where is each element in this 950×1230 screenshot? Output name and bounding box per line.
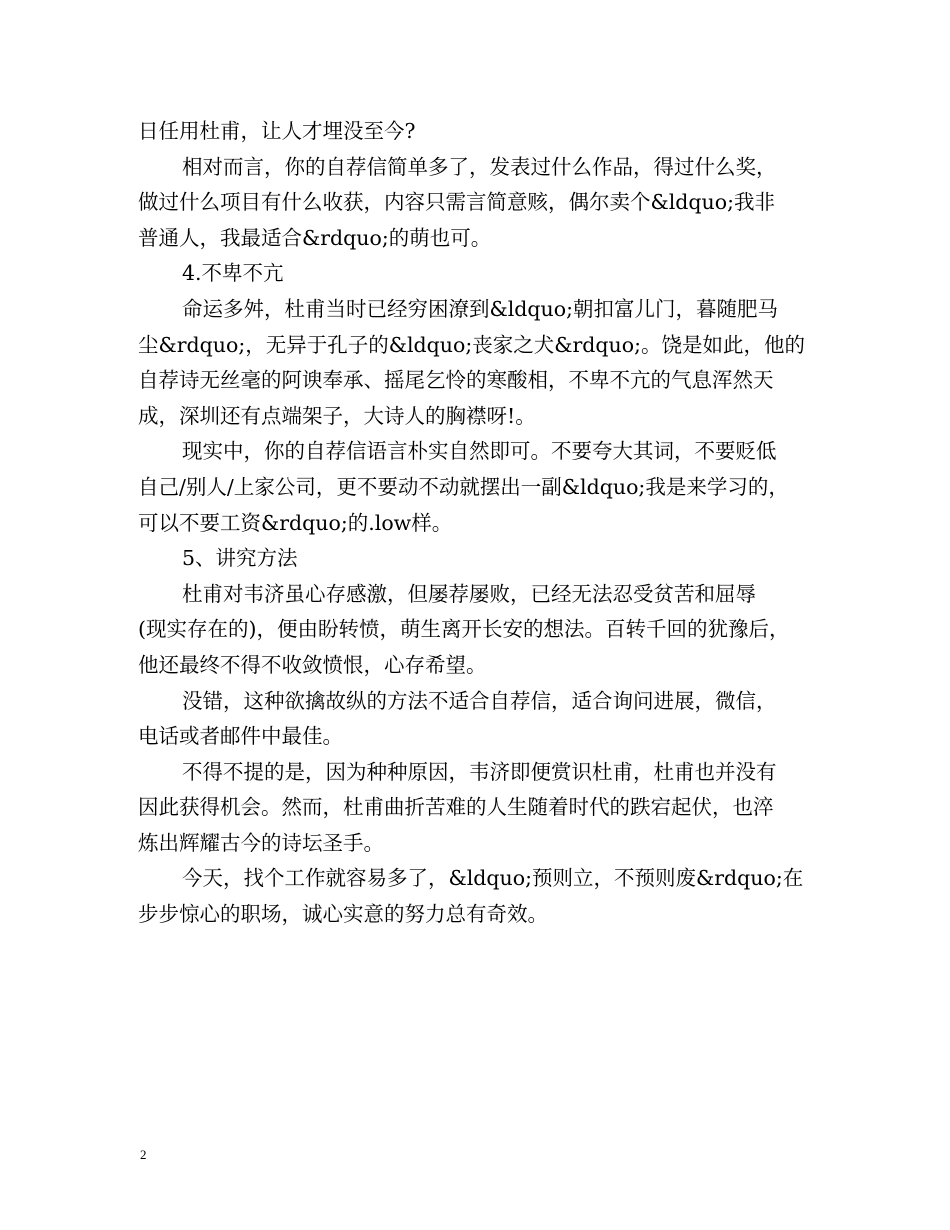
- text-line: 5、讲究方法: [182, 546, 298, 571]
- text-line: 自荐诗无丝毫的阿谀奉承、摇尾乞怜的寒酸相，不卑不亢的气息浑然天: [138, 368, 774, 393]
- paragraph: [138, 577, 818, 684]
- page-number: 2: [140, 1147, 147, 1162]
- text-line: 炼出辉耀古今的诗坛圣手。: [138, 830, 384, 855]
- text-line: (现实存在的)，便由盼转愤，萌生离开长安的想法。百转千回的犹豫后，: [138, 617, 790, 642]
- text-line: 现实中，你的自荐信语言朴实自然即可。不要夸大其词，不要贬低: [182, 439, 777, 464]
- text-line: 电话或者邮件中最佳。: [138, 724, 343, 749]
- text-line: 日任用杜甫，让人才埋没至今?: [138, 119, 416, 143]
- text-line: 做过什么项目有什么收获，内容只需言简意赅，偶尔卖个&ldquo;我非: [138, 190, 775, 215]
- paragraph: [138, 292, 818, 434]
- text-line: 因此获得机会。然而，杜甫曲折苦难的人生随着时代的跌宕起伏，也淬: [138, 795, 774, 820]
- paragraph: [138, 861, 818, 932]
- text-line: 可以不要工资&rdquo;的.low样。: [138, 510, 453, 535]
- paragraph: [138, 150, 818, 257]
- paragraph: [138, 684, 818, 755]
- paragraph: [138, 114, 818, 150]
- text-line: 自己/别人/上家公司，更不要动不动就摆出一副&ldquo;我是来学习的，: [138, 474, 789, 499]
- text-line: 4.不卑不亢: [182, 261, 284, 286]
- section-heading: [138, 256, 818, 292]
- paragraph: [138, 434, 818, 541]
- text-line: 尘&rdquo;，无异于孔子的&ldquo;丧家之犬&rdquo;。饶是如此，他的: [138, 332, 805, 357]
- text-line: 今天，找个工作就容易多了，&ldquo;预则立，不预则废&rdquo;在: [182, 866, 804, 891]
- document-body: [138, 114, 818, 933]
- text-line: 他还最终不得不收敛愤恨，心存希望。: [138, 652, 487, 677]
- text-line: 成，深圳还有点端架子，大诗人的胸襟呀!。: [138, 403, 536, 428]
- text-line: 没错，这种欲擒故纵的方法不适合自荐信，适合询问进展，微信，: [182, 688, 777, 713]
- text-line: 杜甫对韦济虽心存感激，但屡荐屡败，已经无法忍受贫苦和屈辱: [182, 581, 756, 606]
- paragraph: [138, 755, 818, 862]
- section-heading: [138, 541, 818, 577]
- text-line: 相对而言，你的自荐信简单多了，发表过什么作品，得过什么奖，: [182, 154, 777, 179]
- text-line: 命运多舛，杜甫当时已经穷困潦到&ldquo;朝扣富儿门，暮随肥马: [182, 296, 778, 321]
- text-line: 步步惊心的职场，诚心实意的努力总有奇效。: [138, 902, 548, 927]
- text-line: 普通人，我最适合&rdquo;的萌也可。: [138, 225, 492, 250]
- text-line: 不得不提的是，因为种种原因，韦济即便赏识杜甫，杜甫也并没有: [182, 759, 777, 784]
